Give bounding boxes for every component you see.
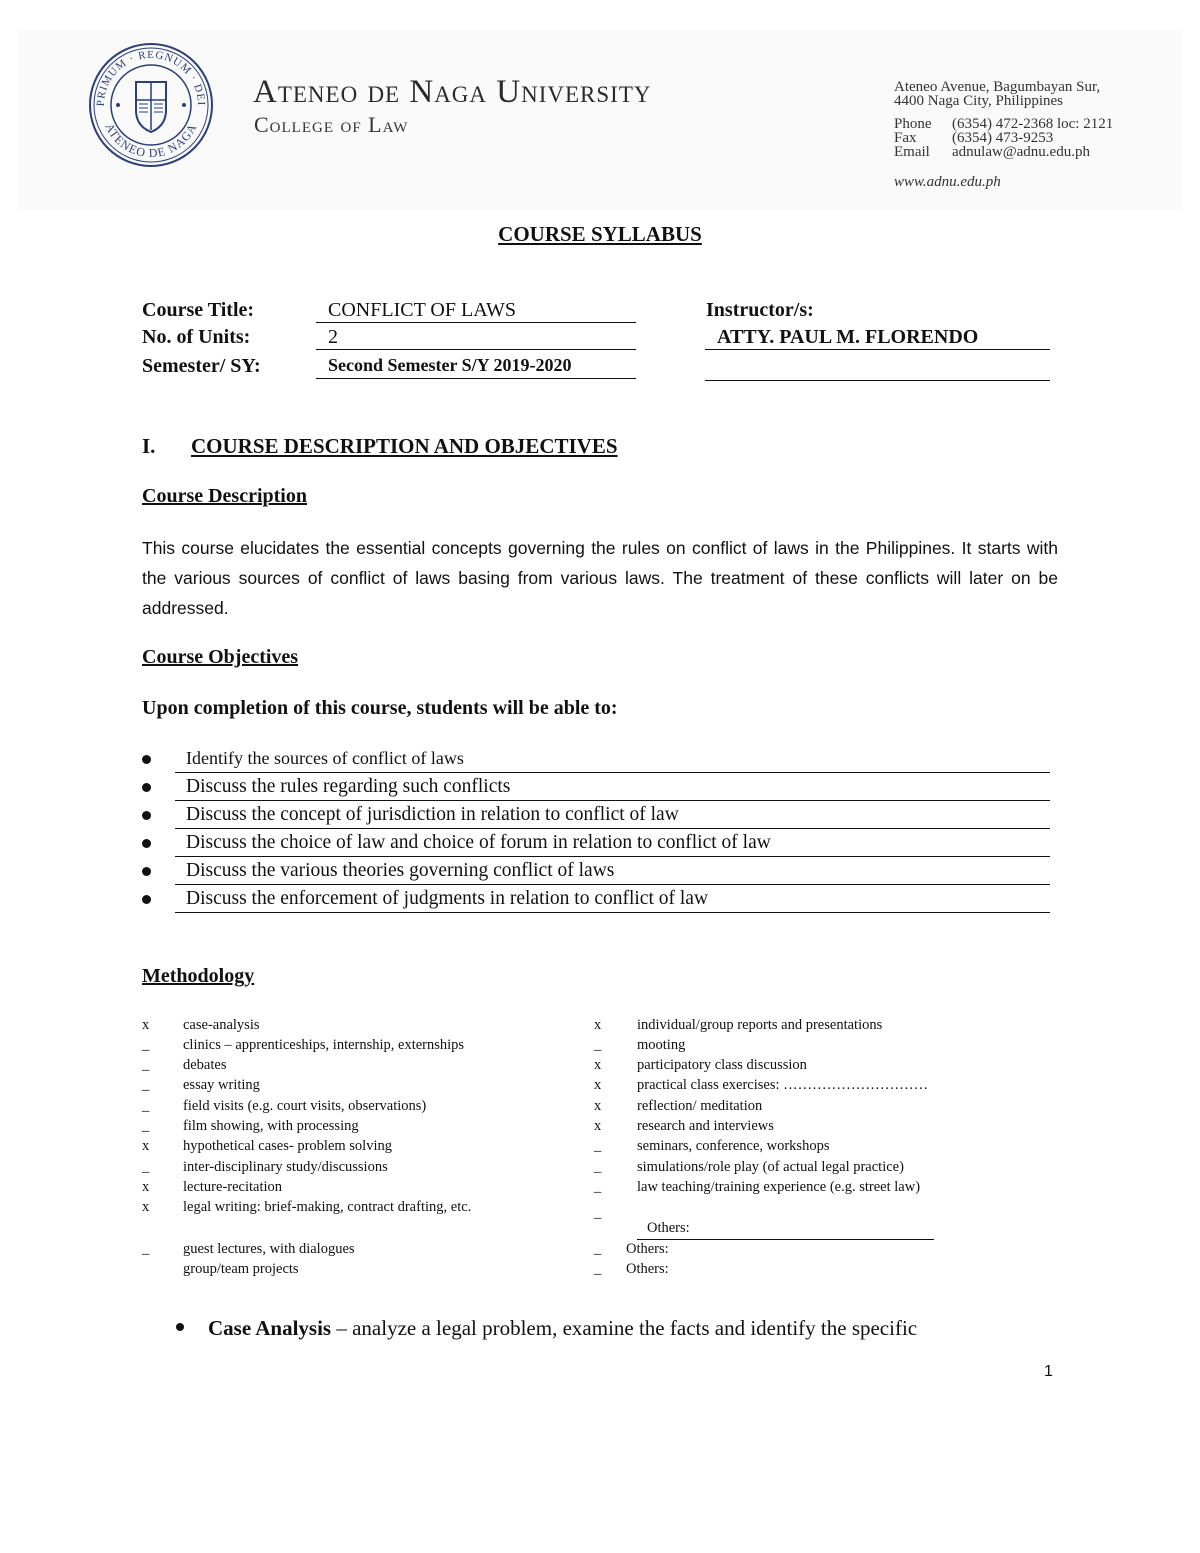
method-mark: _ bbox=[594, 1138, 602, 1154]
address-line-1: Ateneo Avenue, Bagumbayan Sur, bbox=[894, 79, 1101, 95]
objective-item bbox=[142, 889, 1050, 916]
method-row bbox=[637, 1219, 934, 1240]
method-mark: _ bbox=[594, 1205, 602, 1221]
bullet-icon bbox=[142, 839, 151, 848]
method-label: clinics – apprenticeships, internship, externships bbox=[183, 1037, 465, 1053]
method-label: research and interviews bbox=[637, 1118, 774, 1134]
objective-text: Discuss the concept of jurisdiction in relation to conflict of law bbox=[175, 805, 1050, 829]
objective-item bbox=[142, 861, 1050, 888]
method-mark: x bbox=[594, 1017, 602, 1033]
method-mark: x bbox=[594, 1098, 602, 1114]
method-mark: _ bbox=[142, 1037, 150, 1053]
objective-item bbox=[142, 805, 1050, 832]
method-mark: _ bbox=[142, 1057, 150, 1073]
bullet-icon bbox=[176, 1323, 184, 1331]
bullet-icon bbox=[142, 811, 151, 820]
case-analysis-term: Case Analysis bbox=[208, 1316, 332, 1340]
units-value: 2 bbox=[316, 326, 636, 350]
method-mark: _ bbox=[594, 1037, 602, 1053]
method-label: essay writing bbox=[183, 1077, 260, 1093]
method-label: mooting bbox=[637, 1037, 686, 1053]
page-number: 1 bbox=[1044, 1363, 1053, 1380]
college-name: College of Law bbox=[254, 112, 409, 137]
course-description-heading: Course Description bbox=[142, 485, 307, 507]
method-mark: x bbox=[142, 1017, 150, 1033]
method-mark: x bbox=[142, 1179, 150, 1195]
method-label: reflection/ meditation bbox=[637, 1098, 763, 1114]
method-label: lecture-recitation bbox=[183, 1179, 283, 1195]
bullet-icon bbox=[142, 895, 151, 904]
course-objectives-heading: Course Objectives bbox=[142, 646, 299, 668]
seal-text-bottom: ATENEO DE NAGA bbox=[102, 120, 200, 161]
method-mark: _ bbox=[142, 1159, 150, 1175]
phone-label: Phone bbox=[894, 116, 932, 132]
objective-item bbox=[142, 833, 1050, 860]
fax-number: (6354) 473-9253 bbox=[952, 130, 1054, 146]
method-mark: _ bbox=[594, 1241, 602, 1257]
seal-text-top: PRIMUM · REGNUM · DEI bbox=[94, 49, 208, 107]
method-label: group/team projects bbox=[183, 1261, 299, 1277]
section-number: I. bbox=[142, 434, 156, 458]
objective-item bbox=[142, 749, 1050, 776]
method-mark: _ bbox=[594, 1261, 602, 1277]
address-block bbox=[894, 80, 1100, 108]
objective-text: Discuss the rules regarding such conflicts bbox=[175, 777, 1050, 801]
units-label: No. of Units: bbox=[142, 326, 251, 348]
method-label: simulations/role play (of actual legal practice) bbox=[637, 1159, 904, 1175]
semester-value: Second Semester S/Y 2019-2020 bbox=[316, 355, 636, 379]
method-label: individual/group reports and presentations bbox=[637, 1017, 883, 1033]
university-seal-icon bbox=[88, 42, 214, 168]
method-label: film showing, with processing bbox=[183, 1118, 359, 1134]
phone-number: (6354) 472-2368 loc: 2121 bbox=[952, 116, 1114, 132]
objective-text: Discuss the choice of law and choice of forum in relation to conflict of law bbox=[175, 833, 1050, 857]
method-mark: x bbox=[142, 1138, 150, 1154]
method-mark: _ bbox=[594, 1179, 602, 1195]
objective-item bbox=[142, 777, 1050, 804]
method-label: guest lectures, with dialogues bbox=[183, 1241, 355, 1257]
instructor-label: Instructor/s: bbox=[706, 299, 814, 321]
course-title-label: Course Title: bbox=[142, 299, 255, 321]
contact-block bbox=[894, 117, 1113, 159]
method-label: legal writing: brief-making, contract drafting, etc. bbox=[183, 1199, 472, 1215]
objectives-intro: Upon completion of this course, students will be able to: bbox=[142, 697, 618, 719]
method-mark: x bbox=[594, 1057, 602, 1073]
case-analysis-item bbox=[176, 1316, 917, 1341]
document-title: COURSE SYLLABUS bbox=[498, 222, 702, 246]
semester-label: Semester/ SY: bbox=[142, 355, 261, 377]
method-mark: _ bbox=[594, 1159, 602, 1175]
method-mark: x bbox=[594, 1077, 602, 1093]
course-title-value: CONFLICT OF LAWS bbox=[316, 299, 636, 323]
method-label: Others: bbox=[647, 1220, 690, 1236]
university-name: Ateneo de Naga University bbox=[253, 74, 652, 110]
method-label: Others: bbox=[626, 1241, 669, 1257]
methodology-heading: Methodology bbox=[142, 965, 255, 987]
method-mark: _ bbox=[142, 1118, 150, 1134]
objective-text: Discuss the various theories governing conflict of laws bbox=[175, 861, 1050, 885]
method-mark: _ bbox=[142, 1098, 150, 1114]
website-link[interactable]: www.adnu.edu.ph bbox=[894, 174, 1001, 190]
bullet-icon bbox=[142, 783, 151, 792]
method-label: Others: bbox=[626, 1261, 669, 1277]
instructor-blank-line bbox=[705, 380, 1050, 381]
instructor-value: ATTY. PAUL M. FLORENDO bbox=[705, 326, 1050, 350]
method-mark: x bbox=[594, 1118, 602, 1134]
bullet-icon bbox=[142, 755, 151, 764]
method-mark: x bbox=[142, 1199, 150, 1215]
method-label: practical class exercises: ………………………… bbox=[637, 1077, 929, 1093]
section-heading: COURSE DESCRIPTION AND OBJECTIVES bbox=[191, 434, 618, 458]
course-description-text: This course elucidates the essential concepts governing the rules on conflict of laws in the Philippines. It starts with the various sources of conflict of laws basing from various laws. The treatment of these conflicts will later on be addressed. bbox=[142, 538, 1058, 618]
email-address[interactable]: adnulaw@adnu.edu.ph bbox=[952, 144, 1090, 160]
objective-text: Identify the sources of conflict of laws bbox=[175, 749, 1050, 773]
method-label: law teaching/training experience (e.g. street law) bbox=[637, 1179, 921, 1195]
method-label: seminars, conference, workshops bbox=[637, 1138, 830, 1154]
objective-text: Discuss the enforcement of judgments in relation to conflict of law bbox=[175, 889, 1050, 913]
email-label: Email bbox=[894, 144, 930, 160]
method-label: field visits (e.g. court visits, observations) bbox=[183, 1098, 427, 1114]
address-line-2: 4400 Naga City, Philippines bbox=[894, 93, 1064, 109]
method-mark: _ bbox=[142, 1241, 150, 1257]
method-mark: _ bbox=[142, 1077, 150, 1093]
case-analysis-text: – analyze a legal problem, examine the facts and identify the specific bbox=[331, 1316, 918, 1340]
bullet-icon bbox=[142, 867, 151, 876]
method-label: participatory class discussion bbox=[637, 1057, 807, 1073]
method-label: hypothetical cases- problem solving bbox=[183, 1138, 392, 1154]
fax-label: Fax bbox=[894, 130, 917, 146]
method-label: case-analysis bbox=[183, 1017, 260, 1033]
method-label: inter-disciplinary study/discussions bbox=[183, 1159, 388, 1175]
method-label: debates bbox=[183, 1057, 227, 1073]
